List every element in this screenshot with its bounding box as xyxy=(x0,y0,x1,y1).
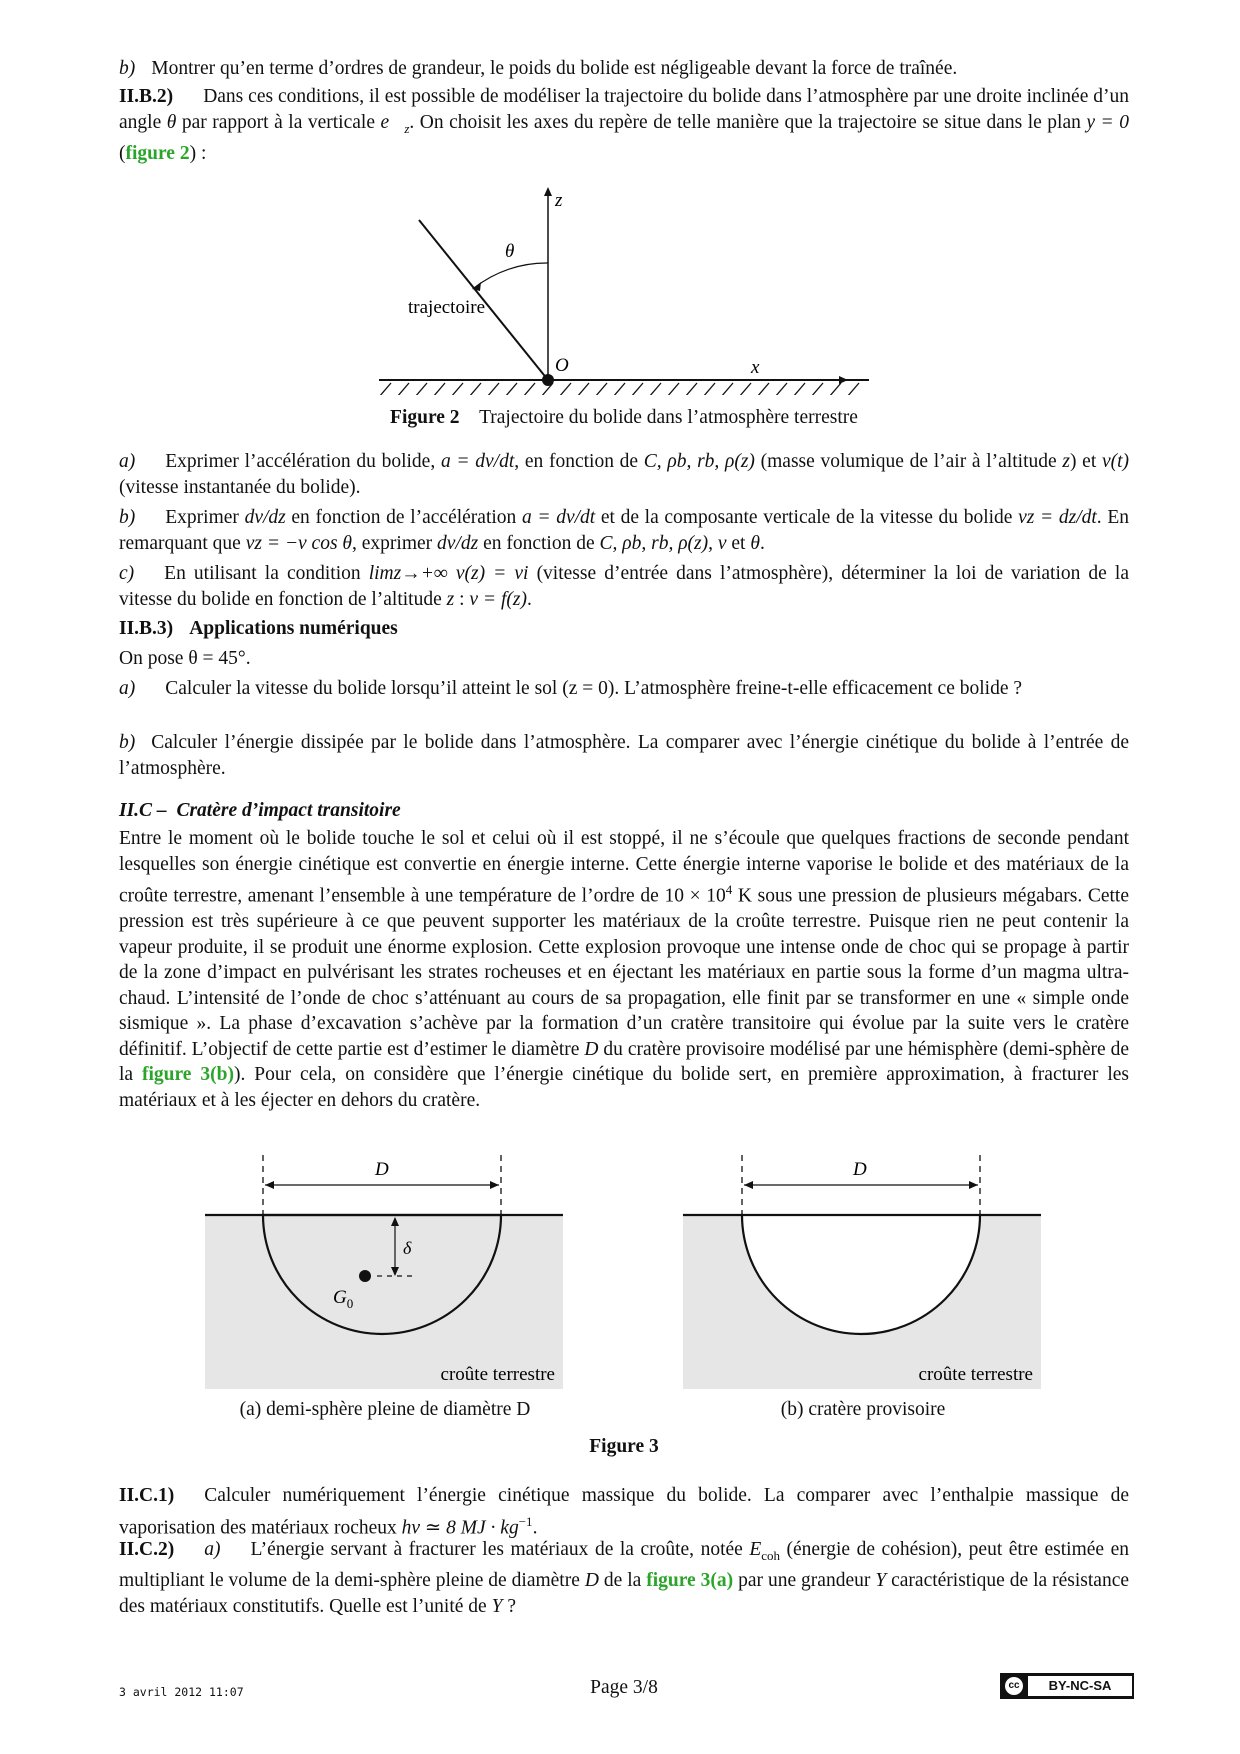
question-b-dvdz xyxy=(119,505,1129,556)
text: (vitesse d’entrée dans l’atmosphère), déterminer la loi de variation de la vitesse du bolide en fonction de l’altitude xyxy=(119,563,1129,610)
text: En utilisant la condition xyxy=(164,563,369,584)
section-number: II.B.2) xyxy=(119,86,174,107)
figure-3b-caption: (b) cratère provisoire xyxy=(780,1399,946,1420)
text: Exprimer l’accélération du bolide, xyxy=(165,451,441,472)
figure-3-title: Figure 3 xyxy=(589,1436,659,1457)
text: du cratère provisoire modélisé par une hémisphère (demi-sphère de la xyxy=(119,1038,1129,1085)
crust-label: croûte terrestre xyxy=(918,1364,1033,1385)
question-label: b) xyxy=(119,58,136,79)
hatch-mark xyxy=(415,383,427,395)
cc-license-badge[interactable] xyxy=(1000,1673,1134,1699)
hatch-mark xyxy=(469,383,481,395)
hatch-mark xyxy=(649,383,661,395)
section-IIC-heading xyxy=(119,798,1129,824)
text: . On choisit les axes du repère de telle manière que la trajectoire se situe dans le plan xyxy=(409,111,1087,133)
math: z xyxy=(446,588,455,610)
math: θ xyxy=(750,532,760,554)
math: a = dv/dt xyxy=(521,507,596,528)
hatch-mark xyxy=(433,383,445,395)
hatch-mark xyxy=(577,383,589,395)
math: Y xyxy=(875,1570,887,1592)
question-label: c) xyxy=(119,563,135,584)
text: et xyxy=(726,532,751,554)
figure-2-link[interactable]: figure 2 xyxy=(125,142,190,164)
text: L’énergie servant à fracturer les matériaux de la croûte, notée xyxy=(250,1539,750,1560)
text: ( xyxy=(119,142,126,164)
math: dv/dz xyxy=(437,532,479,554)
math: D xyxy=(584,1570,599,1592)
origin-point xyxy=(542,374,554,386)
question-label: a) xyxy=(119,451,136,472)
math-theta: θ xyxy=(166,111,177,133)
math: dv/dz xyxy=(244,507,286,528)
text: , exprimer xyxy=(352,532,438,554)
hatch-mark xyxy=(775,383,787,395)
diameter-arrow-right xyxy=(969,1181,978,1189)
caption-label: Figure 2 xyxy=(390,407,460,428)
hatch-mark xyxy=(487,383,499,395)
hatch-mark xyxy=(523,383,535,395)
diameter-label: D xyxy=(375,1159,389,1180)
math: D xyxy=(584,1038,599,1060)
math: a = dv/dt xyxy=(440,451,515,472)
figure-3b xyxy=(683,1150,1043,1395)
z-axis-label: z xyxy=(555,190,563,211)
hatch-mark xyxy=(757,383,769,395)
hatch-mark xyxy=(559,383,571,395)
x-axis-label: x xyxy=(751,357,760,378)
section-title: Cratère d’impact transitoire xyxy=(176,800,401,821)
math: v(t) xyxy=(1101,451,1130,472)
section-IIC1 xyxy=(119,1483,1129,1541)
text: en fonction de l’accélération xyxy=(285,507,522,528)
math: v(z) = vi xyxy=(455,563,529,584)
footer-date: 3 avril 2012 11:07 xyxy=(119,1685,244,1699)
section-number: II.C – xyxy=(119,800,167,821)
question-text: Montrer qu’en terme d’ordres de grandeur, le poids du bolide est négligeable devant la force de traînée. xyxy=(151,58,958,79)
section-number: II.C.2) xyxy=(119,1539,175,1560)
license-label: BY-NC-SA xyxy=(1028,1676,1132,1696)
hatch-mark xyxy=(793,383,805,395)
math: z xyxy=(1062,451,1070,472)
math: vz = −v cos θ xyxy=(245,532,352,554)
text: et de la composante verticale de la vitesse du bolide xyxy=(595,507,1019,528)
text: par une grandeur xyxy=(733,1570,876,1592)
pose-theta: On pose θ = 45°. xyxy=(119,648,251,669)
text: . xyxy=(526,588,532,610)
math-eq: y = 0 xyxy=(1086,111,1129,133)
text: Entre le moment où le bolide touche le sol et celui où il est stoppé, il ne s’écoule que quelques fractions de seconde pendant lesquelles son énergie cinétique est convertie en énergie interne. Cette énergie interne vaporise le bolide et des matériaux de la croûte terrestre, amenant l’ensemble à une température de l’ordre de 10 × 10 xyxy=(119,828,1129,907)
exam-page xyxy=(119,0,1129,1754)
diameter-arrow-right xyxy=(490,1181,499,1189)
text: caractéristique de la résistance des matériaux constitutifs. Quelle est l’unité de xyxy=(119,1570,1130,1617)
diameter-arrow-left xyxy=(744,1181,753,1189)
text: (énergie de cohésion), peut être estimée en multipliant le volume de la demi-sphère pleine de diamètre xyxy=(119,1539,1129,1592)
math-lim: limz→+∞ xyxy=(368,563,448,584)
math: C, ρb, rb, ρ(z) xyxy=(643,451,755,472)
hatch-mark xyxy=(811,383,823,395)
figure-2-caption xyxy=(119,405,1129,431)
figure-3a xyxy=(205,1150,565,1395)
figure-2 xyxy=(119,185,1129,395)
text: ). Pour cela, on considère que l’énergie cinétique du bolide sert, en première approximation, à fracturer les matériaux et à les éjecter en dehors du cratère. xyxy=(119,1064,1130,1111)
hatch-mark xyxy=(685,383,697,395)
text: ) et xyxy=(1069,451,1102,472)
math: E xyxy=(749,1539,762,1560)
subscript: coh xyxy=(761,1547,781,1563)
trajectory-label: trajectoire xyxy=(408,297,486,318)
g0-label: $G_0$ xyxy=(333,1287,354,1311)
text: . xyxy=(759,532,765,554)
footer-page: Page 3/8 xyxy=(590,1677,658,1698)
figure-3b-link[interactable]: figure 3(b) xyxy=(142,1064,234,1085)
hatch-mark xyxy=(505,383,517,395)
question-text: Calculer l’énergie dissipée par le bolide dans l’atmosphère. La comparer avec l’énergie cinétique du bolide à l’entrée de l’atmosphère. xyxy=(119,732,1129,779)
angle-arc xyxy=(474,263,548,288)
hatch-mark xyxy=(451,383,463,395)
text: Exprimer xyxy=(165,507,245,528)
text: (masse volumique de l’air à l’altitude xyxy=(754,451,1063,472)
hatch-mark xyxy=(703,383,715,395)
hatch-mark xyxy=(595,383,607,395)
section-IIC2 xyxy=(119,1537,1129,1619)
text: Calculer numériquement l’énergie cinétique massique du bolide. La comparer avec l’enthalpie massique de vaporisation des matériaux rocheux xyxy=(119,1485,1129,1538)
text: de la xyxy=(598,1570,647,1592)
text: (vitesse instantanée du bolide). xyxy=(119,476,361,498)
math: C, ρb, rb, ρ(z), v xyxy=(599,532,727,554)
hatch-mark xyxy=(739,383,751,395)
diameter-label: D xyxy=(853,1159,867,1180)
math: hv ≃ 8 MJ · kg xyxy=(401,1517,519,1538)
text: . En remarquant que xyxy=(119,507,1129,554)
angle-label: θ xyxy=(505,241,515,262)
diameter-arrow-left xyxy=(265,1181,274,1189)
cc-icon: cc xyxy=(1005,1677,1023,1695)
g0-point xyxy=(359,1270,371,1282)
math: vz = dz/dt xyxy=(1018,507,1097,528)
caption-text: Trajectoire du bolide dans l’atmosphère terrestre xyxy=(479,407,858,428)
text: : xyxy=(454,588,470,610)
section-number: II.C.1) xyxy=(119,1485,175,1506)
question-text: Calculer la vitesse du bolide lorsqu’il atteint le sol (z = 0). L’atmosphère freine-t-elle efficacement ce bolide ? xyxy=(165,678,1023,699)
section-IIB3-heading xyxy=(119,616,1129,642)
question-label: b) xyxy=(119,732,136,753)
hatch-mark xyxy=(667,383,679,395)
hatch-mark xyxy=(847,383,859,395)
hatch-mark xyxy=(631,383,643,395)
superscript: −1 xyxy=(518,1513,533,1529)
hatch-mark xyxy=(721,383,733,395)
ground-hatching xyxy=(379,383,859,395)
section-number: II.B.3) xyxy=(119,618,174,639)
text: K sous une pression de plusieurs mégabars. Cette pression est très supérieure à ce que peuvent supporter les matériaux de la croûte terrestre. Puisque rien ne peut contenir la vapeur produite, il se produit une énorme explosion. Cette explosion provoque une intense onde de choc qui se propage à partir de la zone d’impact en pulvérisant les strates rocheuses et en éjectant les matériaux en partie sous la forme d’un magma ultra-chaud. L’intensité de l’onde de choc s’atténuant au cours de sa propagation, elle finit par se transformer en une « simple onde sismique ». La phase d’excavation s’achève par la formation d’un cratère transitoire qui évolue par la suite vers le cratère définitif. L’objectif de cette partie est d’estimer le diamètre xyxy=(119,885,1130,1060)
text: ? xyxy=(502,1595,516,1617)
text: Dans ces conditions, il est possible de modéliser la trajectoire du bolide dans l’atmosphère par une droite inclinée d’un angle xyxy=(119,86,1129,133)
hatch-mark xyxy=(613,383,625,395)
hatch-mark xyxy=(829,383,841,395)
question-IIB3-b xyxy=(119,730,1129,781)
section-title: Applications numériques xyxy=(189,618,398,639)
crust-label: croûte terrestre xyxy=(440,1364,555,1385)
hatch-mark xyxy=(397,383,409,395)
section-IIB2 xyxy=(119,84,1129,166)
origin-label: O xyxy=(555,355,569,376)
question-IIB3-a xyxy=(119,676,1129,702)
question-c-law xyxy=(119,561,1129,612)
question-label: a) xyxy=(119,678,136,699)
text: ) : xyxy=(189,142,207,164)
text: en fonction de xyxy=(478,532,600,554)
delta-label: δ xyxy=(403,1238,412,1258)
question-label: b) xyxy=(119,507,136,528)
hatch-mark xyxy=(379,383,391,395)
math-ez: e⃗ xyxy=(380,111,405,133)
superscript: 4 xyxy=(725,882,733,897)
question-label: a) xyxy=(204,1539,221,1560)
text: . xyxy=(532,1517,538,1538)
figure-3a-link[interactable]: figure 3(a) xyxy=(646,1570,734,1592)
text: , en fonction de xyxy=(514,451,644,472)
figure-3a-caption: (a) demi-sphère pleine de diamètre D xyxy=(239,1399,531,1420)
math: v = f(z) xyxy=(469,588,527,610)
section-IIC-paragraph xyxy=(119,826,1129,1113)
question-b-weight xyxy=(119,56,1129,82)
x-axis-arrow xyxy=(839,376,848,384)
math-sub: z xyxy=(404,120,410,136)
text: par rapport à la verticale xyxy=(176,111,381,133)
question-a-acceleration xyxy=(119,449,1129,500)
math: Y xyxy=(491,1595,503,1617)
z-axis-arrow xyxy=(544,187,552,196)
